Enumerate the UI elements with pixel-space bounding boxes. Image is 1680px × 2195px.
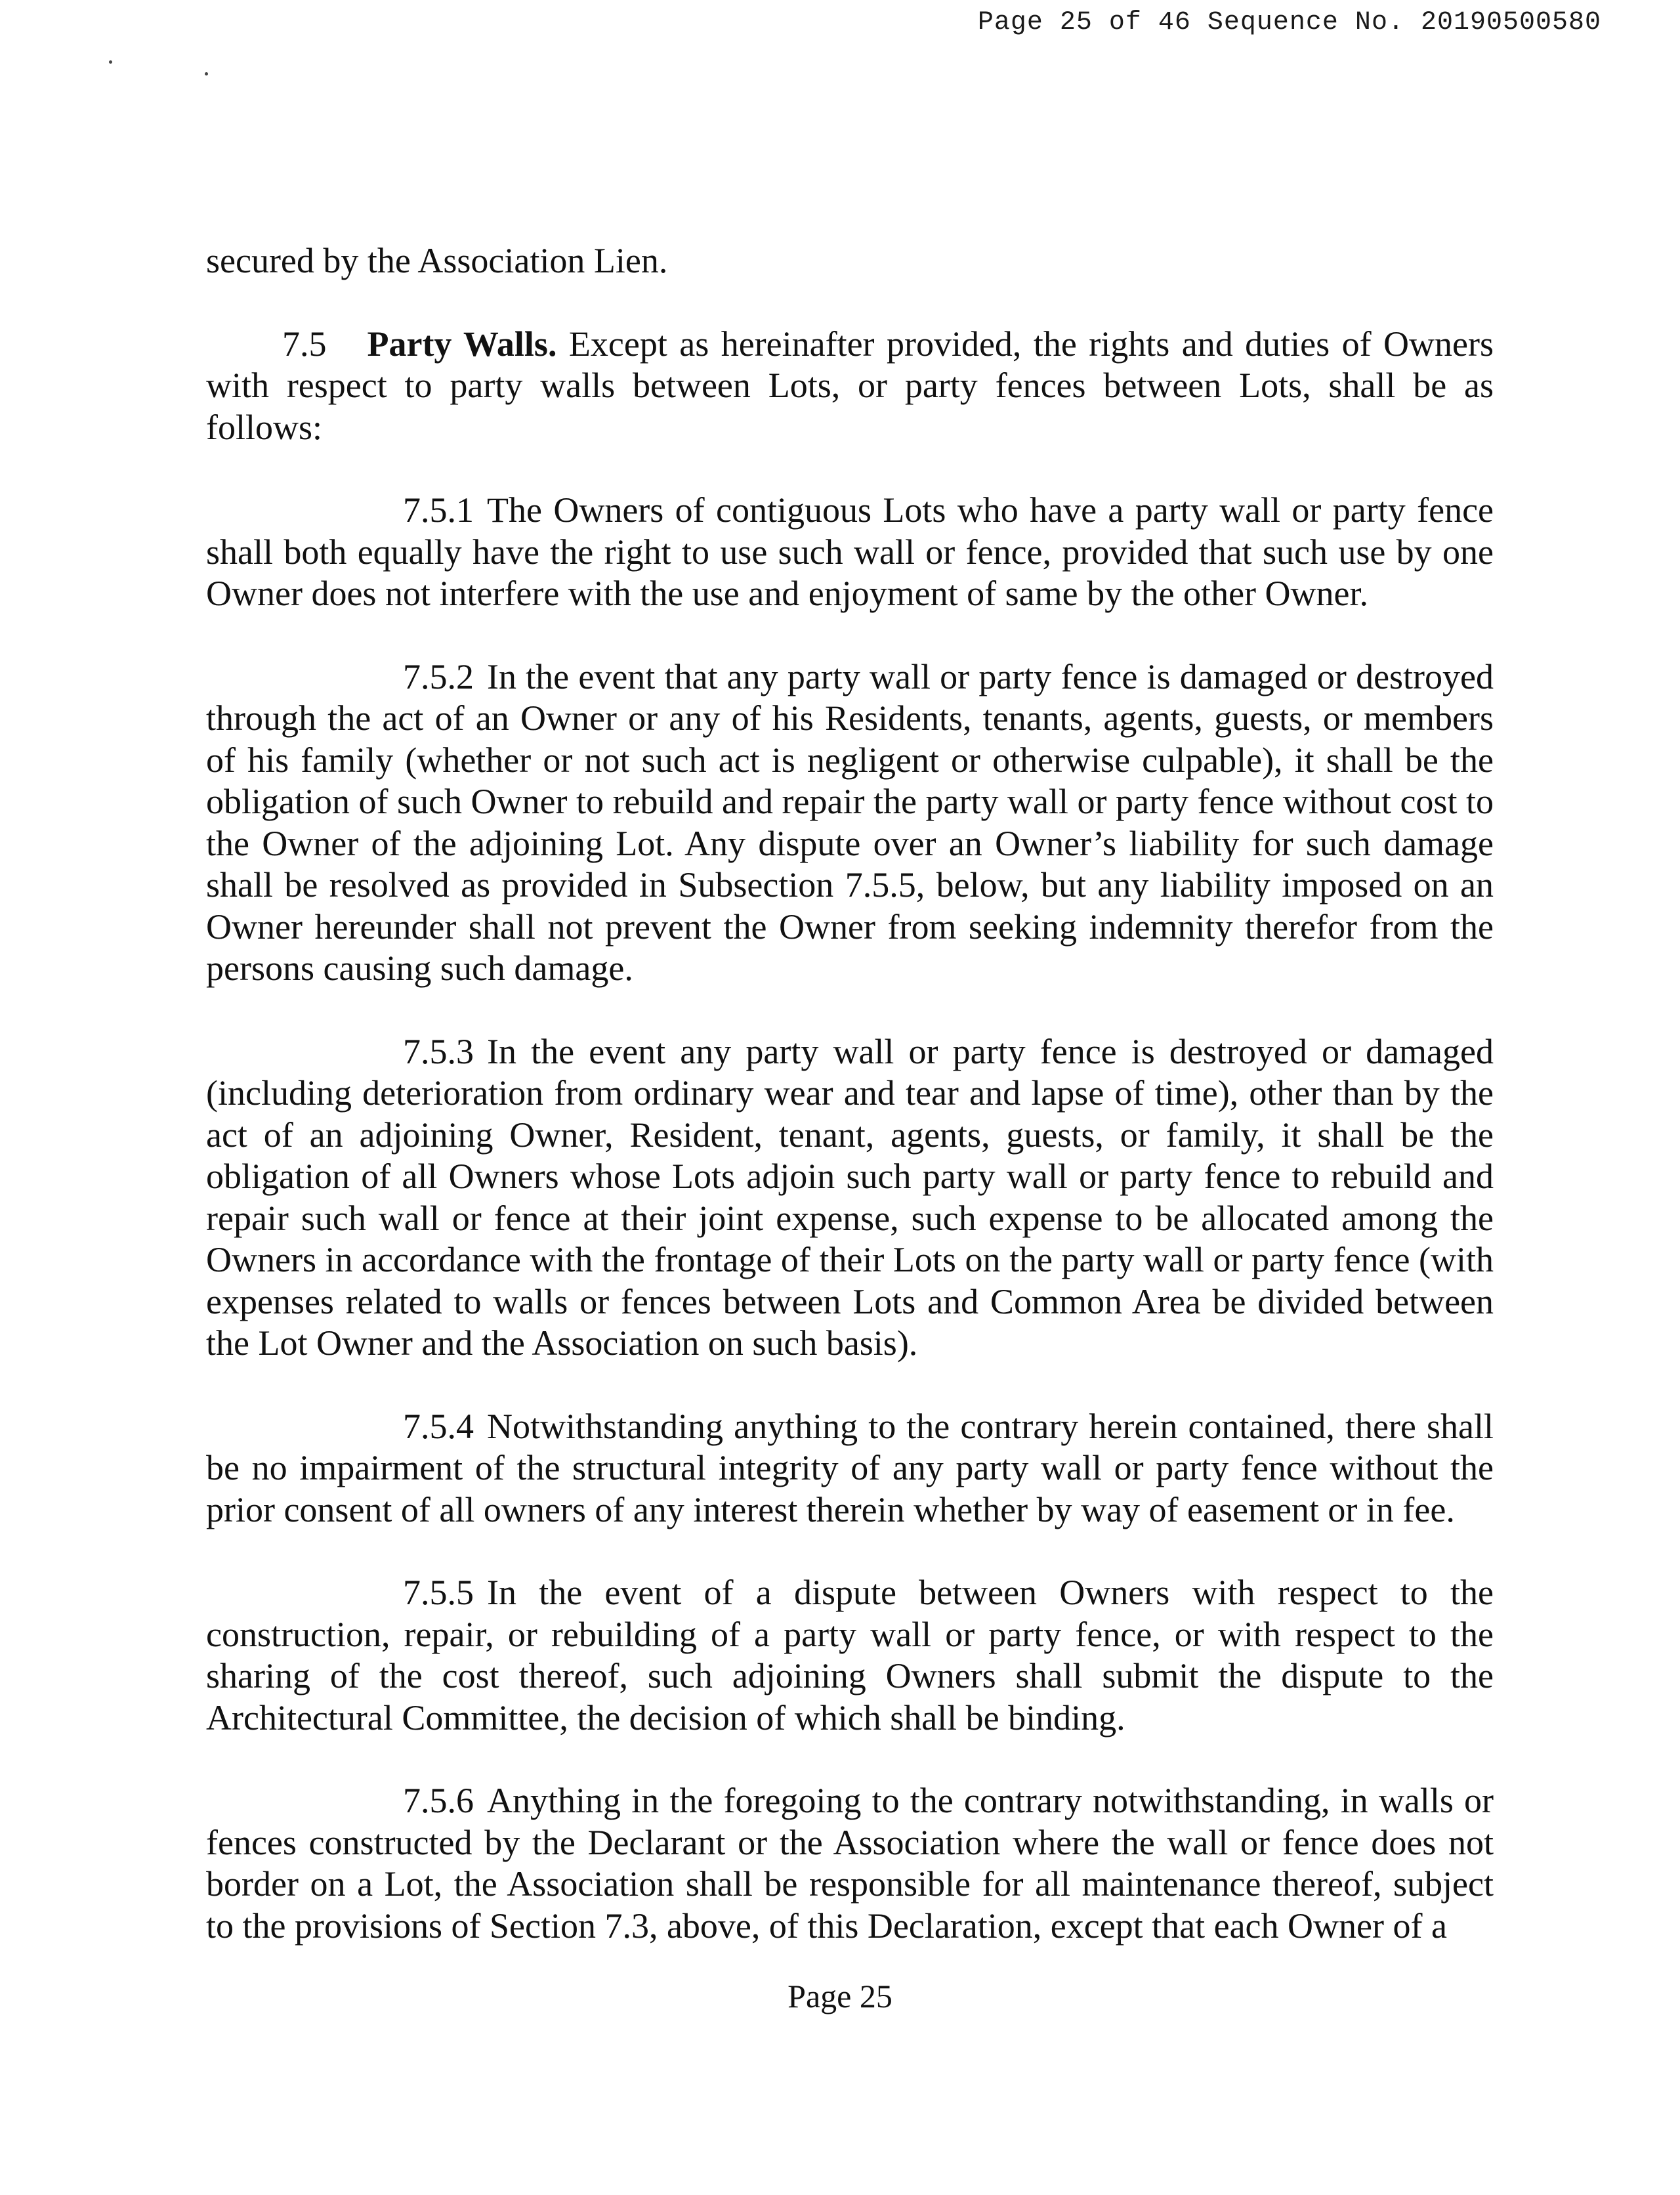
page-sequence-stamp: Page 25 of 46 Sequence No. 20190500580 xyxy=(977,8,1601,37)
continuation-paragraph: secured by the Association Lien. xyxy=(206,241,668,280)
subsection-7-5-1 xyxy=(206,490,1494,615)
subsection-7-5-3 xyxy=(206,1031,1494,1365)
section-heading: Party Walls. xyxy=(367,324,557,364)
subsection-number: 7.5.6 xyxy=(403,1781,474,1820)
scan-speck xyxy=(205,72,208,75)
subsection-text: In the event any party wall or party fence is destroyed or damaged (including deterioration from ordinary wear and tear and lapse of time), other than by the act of an adjoining Owner, Resident, tenant, agents, guests, or family, it shall be the obligation of all Owners whose Lots adjoin such party wall or party fence to rebuild and repair such wall or fence at their joint expense, such expense to be allocated among the Owners in accordance with the frontage of their Lots on the party wall or party fence (with expenses related to walls or fences between Lots and Common Area be divided between the Lot Owner and the Association on such basis). xyxy=(206,1031,1494,1363)
subsection-number: 7.5.5 xyxy=(403,1573,474,1612)
subsection-number: 7.5.1 xyxy=(403,490,474,530)
subsection-text: In the event of a dispute between Owners with respect to the construction, repair, or rebuilding of a party wall or party fence, or with respect to the sharing of the cost thereof, such adjoining Owners shall submit the dispute to the Architectural Committee, the decision of which shall be binding. xyxy=(206,1573,1494,1737)
subsection-text: Notwithstanding anything to the contrary herein contained, there shall be no impairment of the structural integrity of any party wall or party fence without the prior consent of all owners of any interest therein whether by way of easement or in fee. xyxy=(206,1406,1494,1529)
section-number: 7.5 xyxy=(282,324,327,364)
subsection-number: 7.5.4 xyxy=(403,1406,474,1446)
subsection-number: 7.5.3 xyxy=(403,1031,474,1071)
section-7-5-paragraph xyxy=(206,324,1494,449)
section-text: Except as hereinafter provided, the rights and duties of Owners with respect to party walls between Lots, or party fences between Lots, shall be as follows: xyxy=(206,324,1494,447)
subsection-number: 7.5.2 xyxy=(403,656,474,696)
subsection-text: The Owners of contiguous Lots who have a party wall or party fence shall both equally have the right to use such wall or fence, provided that such use by one Owner does not interfere with the use and enjoyment of same by the other Owner. xyxy=(206,490,1494,613)
subsection-7-5-4 xyxy=(206,1406,1494,1531)
subsection-7-5-6 xyxy=(206,1780,1494,1947)
page-footer: Page 25 xyxy=(788,1978,892,2014)
document-body xyxy=(206,240,1494,1988)
subsection-text: In the event that any party wall or party fence is damaged or destroyed through the act of an Owner or any of his Residents, tenants, agents, guests, or members of his family (whether or not such act is negligent or otherwise culpable), it shall be the obligation of such Owner to rebuild and repair the party wall or party fence without cost to the Owner of the adjoining Lot. Any dispute over an Owner’s liability for such damage shall be resolved as provided in Subsection 7.5.5, below, but any liability imposed on an Owner hereunder shall not prevent the Owner from seeking indemnity therefor from the persons causing such damage. xyxy=(206,656,1494,988)
subsection-text: Anything in the foregoing to the contrary notwithstanding, in walls or fences constructed by the Declarant or the Association where the wall or fence does not border on a Lot, the Association shall be responsible for all maintenance thereof, subject to the provisions of Section 7.3, above, of this Declaration, except that each Owner of a xyxy=(206,1781,1494,1946)
subsection-7-5-2 xyxy=(206,656,1494,990)
subsection-7-5-5 xyxy=(206,1572,1494,1739)
scan-speck xyxy=(109,60,112,64)
